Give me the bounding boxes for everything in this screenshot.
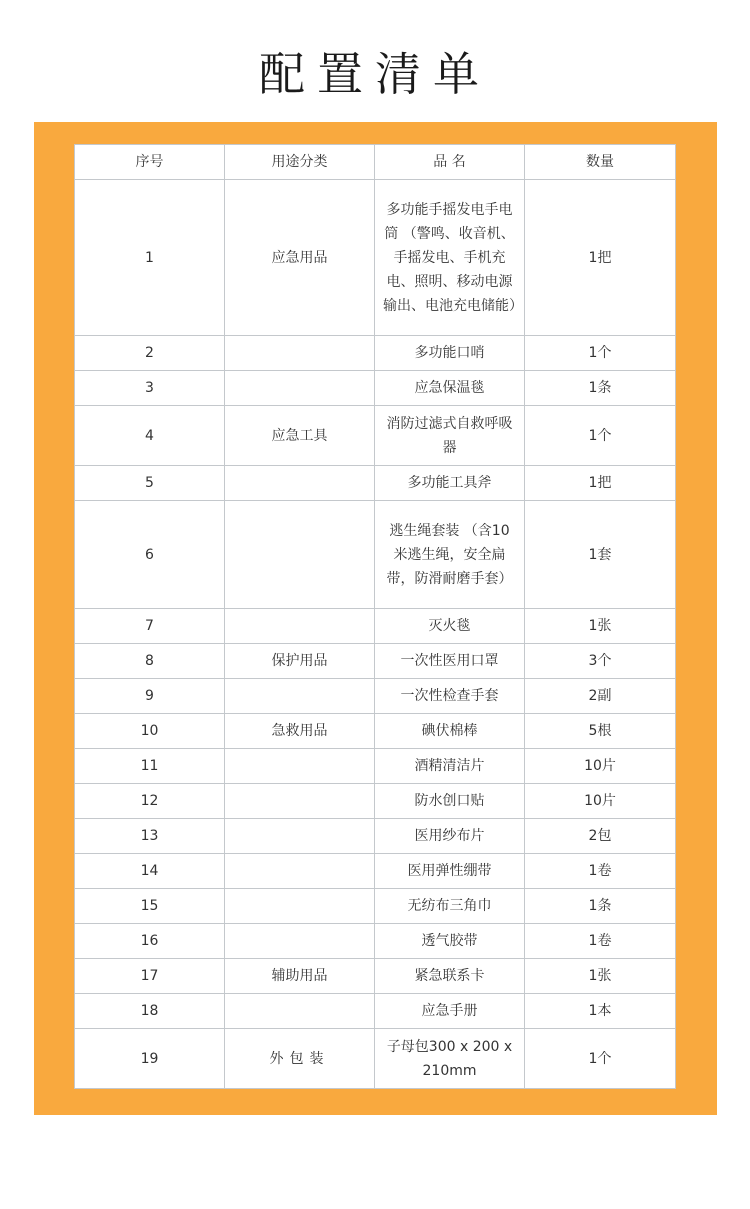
cell-item-name: 医用纱布片: [375, 819, 525, 854]
cell-index: 19: [75, 1029, 225, 1089]
cell-quantity: 1张: [525, 959, 676, 994]
cell-index: 11: [75, 749, 225, 784]
table-row: [75, 466, 676, 501]
table-row: [75, 994, 676, 1029]
cell-category: [225, 784, 375, 819]
cell-quantity: 1个: [525, 336, 676, 371]
cell-index: 17: [75, 959, 225, 994]
cell-category: 应急工具: [225, 406, 375, 466]
cell-category: [225, 819, 375, 854]
cell-category: [225, 336, 375, 371]
config-table: [74, 144, 676, 1089]
cell-category: [225, 466, 375, 501]
table-row: [75, 714, 676, 749]
cell-quantity: 1把: [525, 180, 676, 336]
cell-index: 8: [75, 644, 225, 679]
cell-index: 15: [75, 889, 225, 924]
cell-item-name: 应急手册: [375, 994, 525, 1029]
cell-quantity: 10片: [525, 749, 676, 784]
header-item-name: 品 名: [375, 145, 525, 180]
cell-item-name: 消防过滤式自救呼吸器: [375, 406, 525, 466]
table-row: [75, 1029, 676, 1089]
cell-quantity: 1张: [525, 609, 676, 644]
cell-quantity: 3个: [525, 644, 676, 679]
cell-category: [225, 679, 375, 714]
table-row: [75, 959, 676, 994]
cell-index: 2: [75, 336, 225, 371]
cell-index: 12: [75, 784, 225, 819]
cell-category: [225, 609, 375, 644]
cell-category: [225, 994, 375, 1029]
cell-category: 保护用品: [225, 644, 375, 679]
table-row: [75, 609, 676, 644]
cell-item-name: 碘伏棉棒: [375, 714, 525, 749]
cell-category: 辅助用品: [225, 959, 375, 994]
table-row: [75, 336, 676, 371]
cell-item-name: 应急保温毯: [375, 371, 525, 406]
cell-category: [225, 749, 375, 784]
table-row: [75, 889, 676, 924]
cell-quantity: 1卷: [525, 924, 676, 959]
page-title: 配置清单: [259, 47, 491, 101]
cell-index: 9: [75, 679, 225, 714]
cell-quantity: 1把: [525, 466, 676, 501]
cell-item-name: 紧急联系卡: [375, 959, 525, 994]
cell-item-name: 酒精清洁片: [375, 749, 525, 784]
cell-index: 4: [75, 406, 225, 466]
cell-item-name: 逃生绳套装 （含10米逃生绳，安全扁带，防滑耐磨手套）: [375, 501, 525, 609]
table-header-row: [75, 145, 676, 180]
cell-item-name: 多功能手摇发电手电筒 （警鸣、收音机、手摇发电、手机充电、照明、移动电源输出、电池充电储能）: [375, 180, 525, 336]
cell-category: 急救用品: [225, 714, 375, 749]
cell-category: [225, 924, 375, 959]
cell-item-name: 无纺布三角巾: [375, 889, 525, 924]
cell-quantity: 1套: [525, 501, 676, 609]
table-row: [75, 679, 676, 714]
table-row: [75, 924, 676, 959]
cell-index: 5: [75, 466, 225, 501]
cell-index: 7: [75, 609, 225, 644]
cell-quantity: 1个: [525, 1029, 676, 1089]
cell-index: 18: [75, 994, 225, 1029]
table-row: [75, 854, 676, 889]
cell-index: 14: [75, 854, 225, 889]
table-row: [75, 406, 676, 466]
cell-quantity: 2副: [525, 679, 676, 714]
table-row: [75, 180, 676, 336]
cell-category: [225, 889, 375, 924]
cell-category: [225, 371, 375, 406]
cell-quantity: 1本: [525, 994, 676, 1029]
cell-item-name: 一次性检查手套: [375, 679, 525, 714]
cell-item-name: 防水创口贴: [375, 784, 525, 819]
cell-quantity: 2包: [525, 819, 676, 854]
cell-item-name: 透气胶带: [375, 924, 525, 959]
table-row: [75, 644, 676, 679]
table-row: [75, 784, 676, 819]
cell-item-name: 灭火毯: [375, 609, 525, 644]
cell-category: 应急用品: [225, 180, 375, 336]
cell-item-name: 多功能工具斧: [375, 466, 525, 501]
cell-item-name: 多功能口哨: [375, 336, 525, 371]
table-row: [75, 819, 676, 854]
cell-category: [225, 854, 375, 889]
cell-quantity: 1条: [525, 889, 676, 924]
cell-category: 外包装: [225, 1029, 375, 1089]
header-index: 序号: [75, 145, 225, 180]
cell-quantity: 5根: [525, 714, 676, 749]
cell-item-name: 医用弹性绷带: [375, 854, 525, 889]
cell-index: 10: [75, 714, 225, 749]
cell-index: 13: [75, 819, 225, 854]
table-row: [75, 501, 676, 609]
cell-item-name: 子母包300 x 200 x 210mm: [375, 1029, 525, 1089]
cell-item-name: 一次性医用口罩: [375, 644, 525, 679]
cell-index: 1: [75, 180, 225, 336]
header-category: 用途分类: [225, 145, 375, 180]
cell-quantity: 1个: [525, 406, 676, 466]
cell-index: 16: [75, 924, 225, 959]
cell-index: 6: [75, 501, 225, 609]
cell-quantity: 10片: [525, 784, 676, 819]
table-row: [75, 749, 676, 784]
header-quantity: 数量: [525, 145, 676, 180]
cell-quantity: 1卷: [525, 854, 676, 889]
cell-category: [225, 501, 375, 609]
cell-index: 3: [75, 371, 225, 406]
table-row: [75, 371, 676, 406]
cell-quantity: 1条: [525, 371, 676, 406]
